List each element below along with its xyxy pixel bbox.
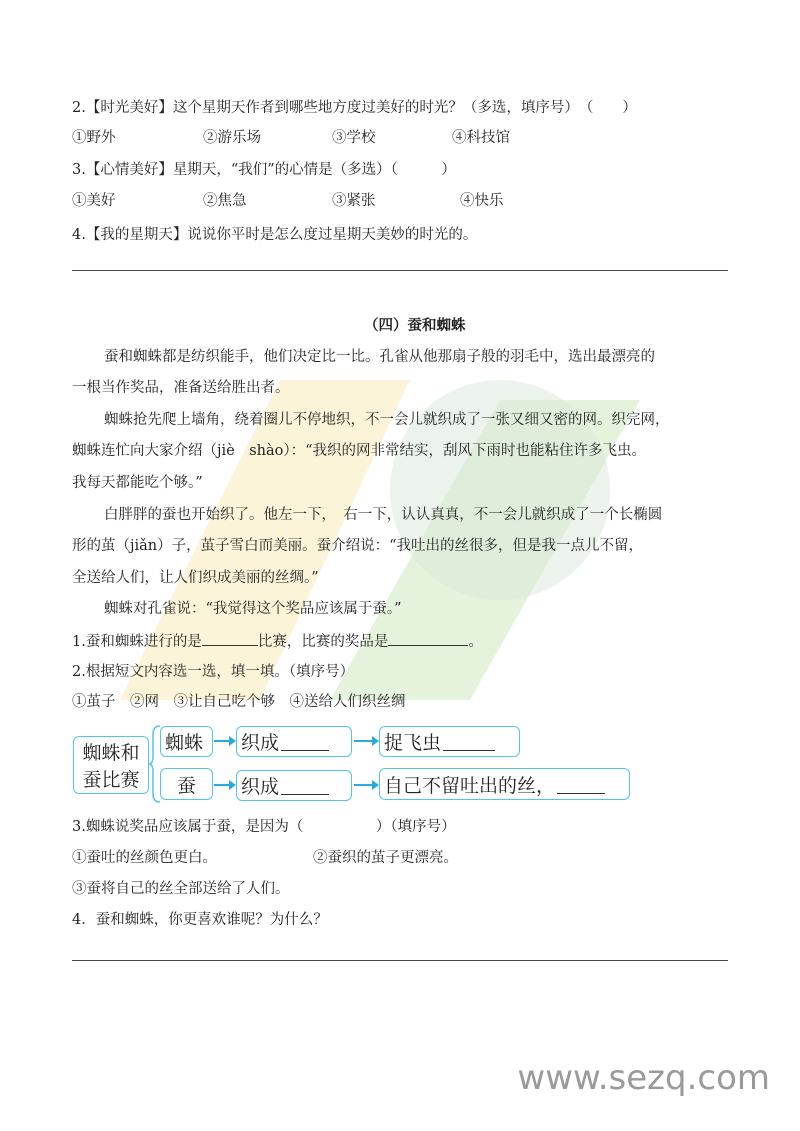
q3-option: ③蚕将自己的丝全部送给了人们。: [72, 881, 290, 897]
q3-question: 3.【心情美好】星期天，“我们”的心情是（多选）（ ）: [72, 162, 456, 178]
q2-option: ③学校: [332, 130, 376, 146]
silkworm-weave-box: [236, 770, 352, 801]
q3-option: ②焦急: [203, 193, 247, 209]
spider-weave-label: 织成: [241, 732, 280, 754]
answer-line[interactable]: [72, 960, 728, 961]
spider-result-box: [379, 726, 520, 757]
q3-option: ①蚕吐的丝颜色更白。: [72, 850, 217, 866]
q3-option: ①美好: [72, 193, 116, 209]
passage-line: 蜘蛛连忙向大家介绍（jiè shào）：“我织的网非常结实，刮风下雨时也能粘住许多飞虫。: [72, 443, 647, 459]
arrow-icon: [214, 784, 234, 786]
silkworm-weave-blank[interactable]: [281, 776, 329, 795]
silkworm-result-label: 自己不留吐出的丝，: [384, 774, 556, 797]
silkworm-result-blank[interactable]: [557, 775, 605, 794]
q1-blank-prize[interactable]: [388, 631, 468, 646]
q4-question: 4.【我的星期天】说说你平时是怎么度过星期天美妙的时光的。: [72, 227, 478, 243]
q2-option: ④科技馆: [452, 130, 510, 146]
q2-question: 2.根据短文内容选一选，填一填。（填序号）: [72, 664, 355, 680]
silkworm-result-box: [379, 768, 630, 800]
passage-line: 白胖胖的蚕也开始织了。他左一下， 右一下，认认真真，不一会儿就织成了一个长椭圆: [104, 507, 663, 523]
q2-question: 2.【时光美好】这个星期天作者到哪些地方度过美好的时光？（多选，填序号） （ ）: [72, 100, 637, 116]
passage-line: 我每天都能吃个够。”: [72, 475, 203, 491]
passage-line: 蜘蛛对孔雀说：“我觉得这个奖品应该属于蚕。”: [104, 601, 402, 617]
passage-line: 全送给人们，让人们织成美丽的丝绸。”: [72, 570, 319, 586]
q2-option: ②游乐场: [203, 130, 261, 146]
q1-text: 比赛，比赛的奖品是: [257, 634, 389, 650]
spider-result-blank[interactable]: [443, 732, 495, 751]
silkworm-label: 蚕: [176, 774, 196, 797]
passage-line: 一根当作奖品，准备送给胜出者。: [72, 380, 290, 396]
spider-weave-blank[interactable]: [281, 732, 329, 751]
q1-text: 。: [468, 634, 483, 650]
arrow-icon: [354, 784, 377, 786]
spider-weave-box: [236, 726, 352, 757]
q1-blank-competition[interactable]: [202, 631, 258, 646]
passage-line: 蚕和蜘蛛都是纺织能手，他们决定比一比。孔雀从他那扇子般的羽毛中，选出最漂亮的: [104, 349, 655, 365]
arrow-icon: [214, 740, 234, 742]
diagram-root-box: [73, 736, 149, 794]
q4-question: 4．蚕和蜘蛛，你更喜欢谁呢？为什么？: [72, 912, 328, 928]
watermark-url: www.sezq.com: [517, 1058, 770, 1098]
q1-text: 1.蚕和蜘蛛进行的是: [72, 634, 202, 650]
q3-option: ②蚕织的茧子更漂亮。: [313, 850, 458, 866]
answer-line[interactable]: [72, 270, 728, 271]
diagram-root-line: 蚕比赛: [82, 769, 140, 791]
q2-option: ①野外: [72, 130, 116, 146]
silkworm-box: [160, 768, 213, 800]
passage-line: 形的茧（jiǎn）子，茧子雪白而美丽。蚕介绍说：“我吐出的丝很多，但是我一点儿不留，: [72, 538, 644, 554]
diagram-root-line: 蜘蛛和: [82, 742, 140, 764]
silkworm-weave-label: 织成: [241, 776, 280, 798]
q1-question: [72, 631, 483, 652]
q3-question: 3.蜘蛛说奖品应该属于蚕，是因为（ ）（填序号）: [72, 819, 456, 835]
spider-result-label: 捉飞虫: [384, 732, 442, 754]
spider-label: 蜘蛛: [165, 732, 204, 754]
passage-line: 蜘蛛抢先爬上墙角，绕着圈儿不停地织，不一会儿就织成了一张又细又密的网。织完网，: [104, 412, 670, 428]
section-title: （四）蚕和蜘蛛: [364, 318, 466, 334]
q3-option: ④快乐: [460, 193, 504, 209]
arrow-icon: [354, 740, 377, 742]
spider-box: [160, 726, 213, 757]
q2-options: ①茧子 ②网 ③让自己吃个够 ④送给人们织丝绸: [72, 694, 406, 710]
q3-option: ③紧张: [332, 193, 376, 209]
